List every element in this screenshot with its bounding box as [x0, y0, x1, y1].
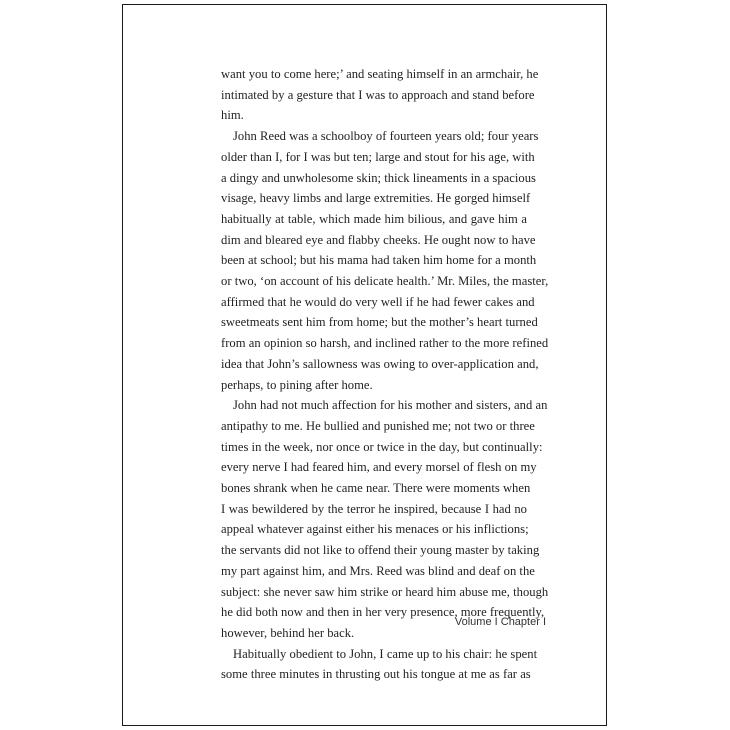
text-line: from an opinion so harsh, and inclined rather to the more refined	[221, 336, 549, 351]
text-line: been at school; but his mama had taken him home for a month	[221, 253, 537, 268]
text-line: times in the week, nor once or twice in the day, but continually:	[221, 439, 543, 454]
text-line: idea that John’s sallowness was owing to over-application and,	[221, 356, 539, 371]
text-line: appeal whatever against either his menaces or his inflictions;	[221, 522, 529, 537]
text-line: or two, ‘on account of his delicate health.’ Mr. Miles, the master,	[221, 274, 549, 289]
book-page	[122, 4, 607, 726]
text-line: bones shrank when he came near. There were moments when	[221, 481, 531, 496]
text-line: however, behind her back.	[221, 625, 355, 640]
text-line: I was bewildered by the terror he inspired, because I had no	[221, 501, 527, 516]
text-line: older than I, for I was but ten; large and stout for his age, with	[221, 149, 535, 164]
text-line: affirmed that he would do very well if he had fewer cakes and	[221, 294, 535, 309]
text-line: him.	[221, 108, 244, 123]
text-line: intimated by a gesture that I was to approach and stand before	[221, 87, 535, 102]
text-line: visage, heavy limbs and large extremities. He gorged himself	[221, 191, 531, 206]
text-line: dim and bleared eye and flabby cheeks. He ought now to have	[221, 232, 536, 247]
paragraph	[221, 395, 549, 643]
text-line: sweetmeats sent him from home; but the mother’s heart turned	[221, 315, 538, 330]
body-text	[221, 64, 549, 685]
paragraph	[221, 126, 549, 395]
text-line: John Reed was a schoolboy of fourteen years old; four years	[233, 129, 539, 144]
text-line: perhaps, to pining after home.	[221, 377, 373, 392]
text-line: a dingy and unwholesome skin; thick lineaments in a spacious	[221, 170, 536, 185]
text-line: habitually at table, which made him bilious, and gave him a	[221, 211, 527, 226]
text-line: want you to come here;’ and seating himself in an armchair, he	[221, 67, 539, 81]
text-line: subject: she never saw him strike or heard him abuse me, though	[221, 584, 549, 599]
paragraph	[221, 64, 539, 126]
text-line: John had not much affection for his mother and sisters, and an	[233, 398, 548, 413]
text-line: the servants did not like to offend their young master by taking	[221, 543, 540, 558]
paragraph	[221, 644, 538, 685]
text-line: some three minutes in thrusting out his tongue at me as far as	[221, 667, 531, 682]
text-line: my part against him, and Mrs. Reed was blind and deaf on the	[221, 563, 535, 578]
running-footer: Volume I Chapter I	[454, 616, 546, 628]
text-line: Habitually obedient to John, I came up to his chair: he spent	[233, 646, 538, 661]
text-line: antipathy to me. He bullied and punished me; not two or three	[221, 418, 535, 433]
text-line: he did both now and then in her very presence, more frequently,	[221, 605, 545, 620]
text-line: every nerve I had feared him, and every morsel of flesh on my	[221, 460, 537, 475]
